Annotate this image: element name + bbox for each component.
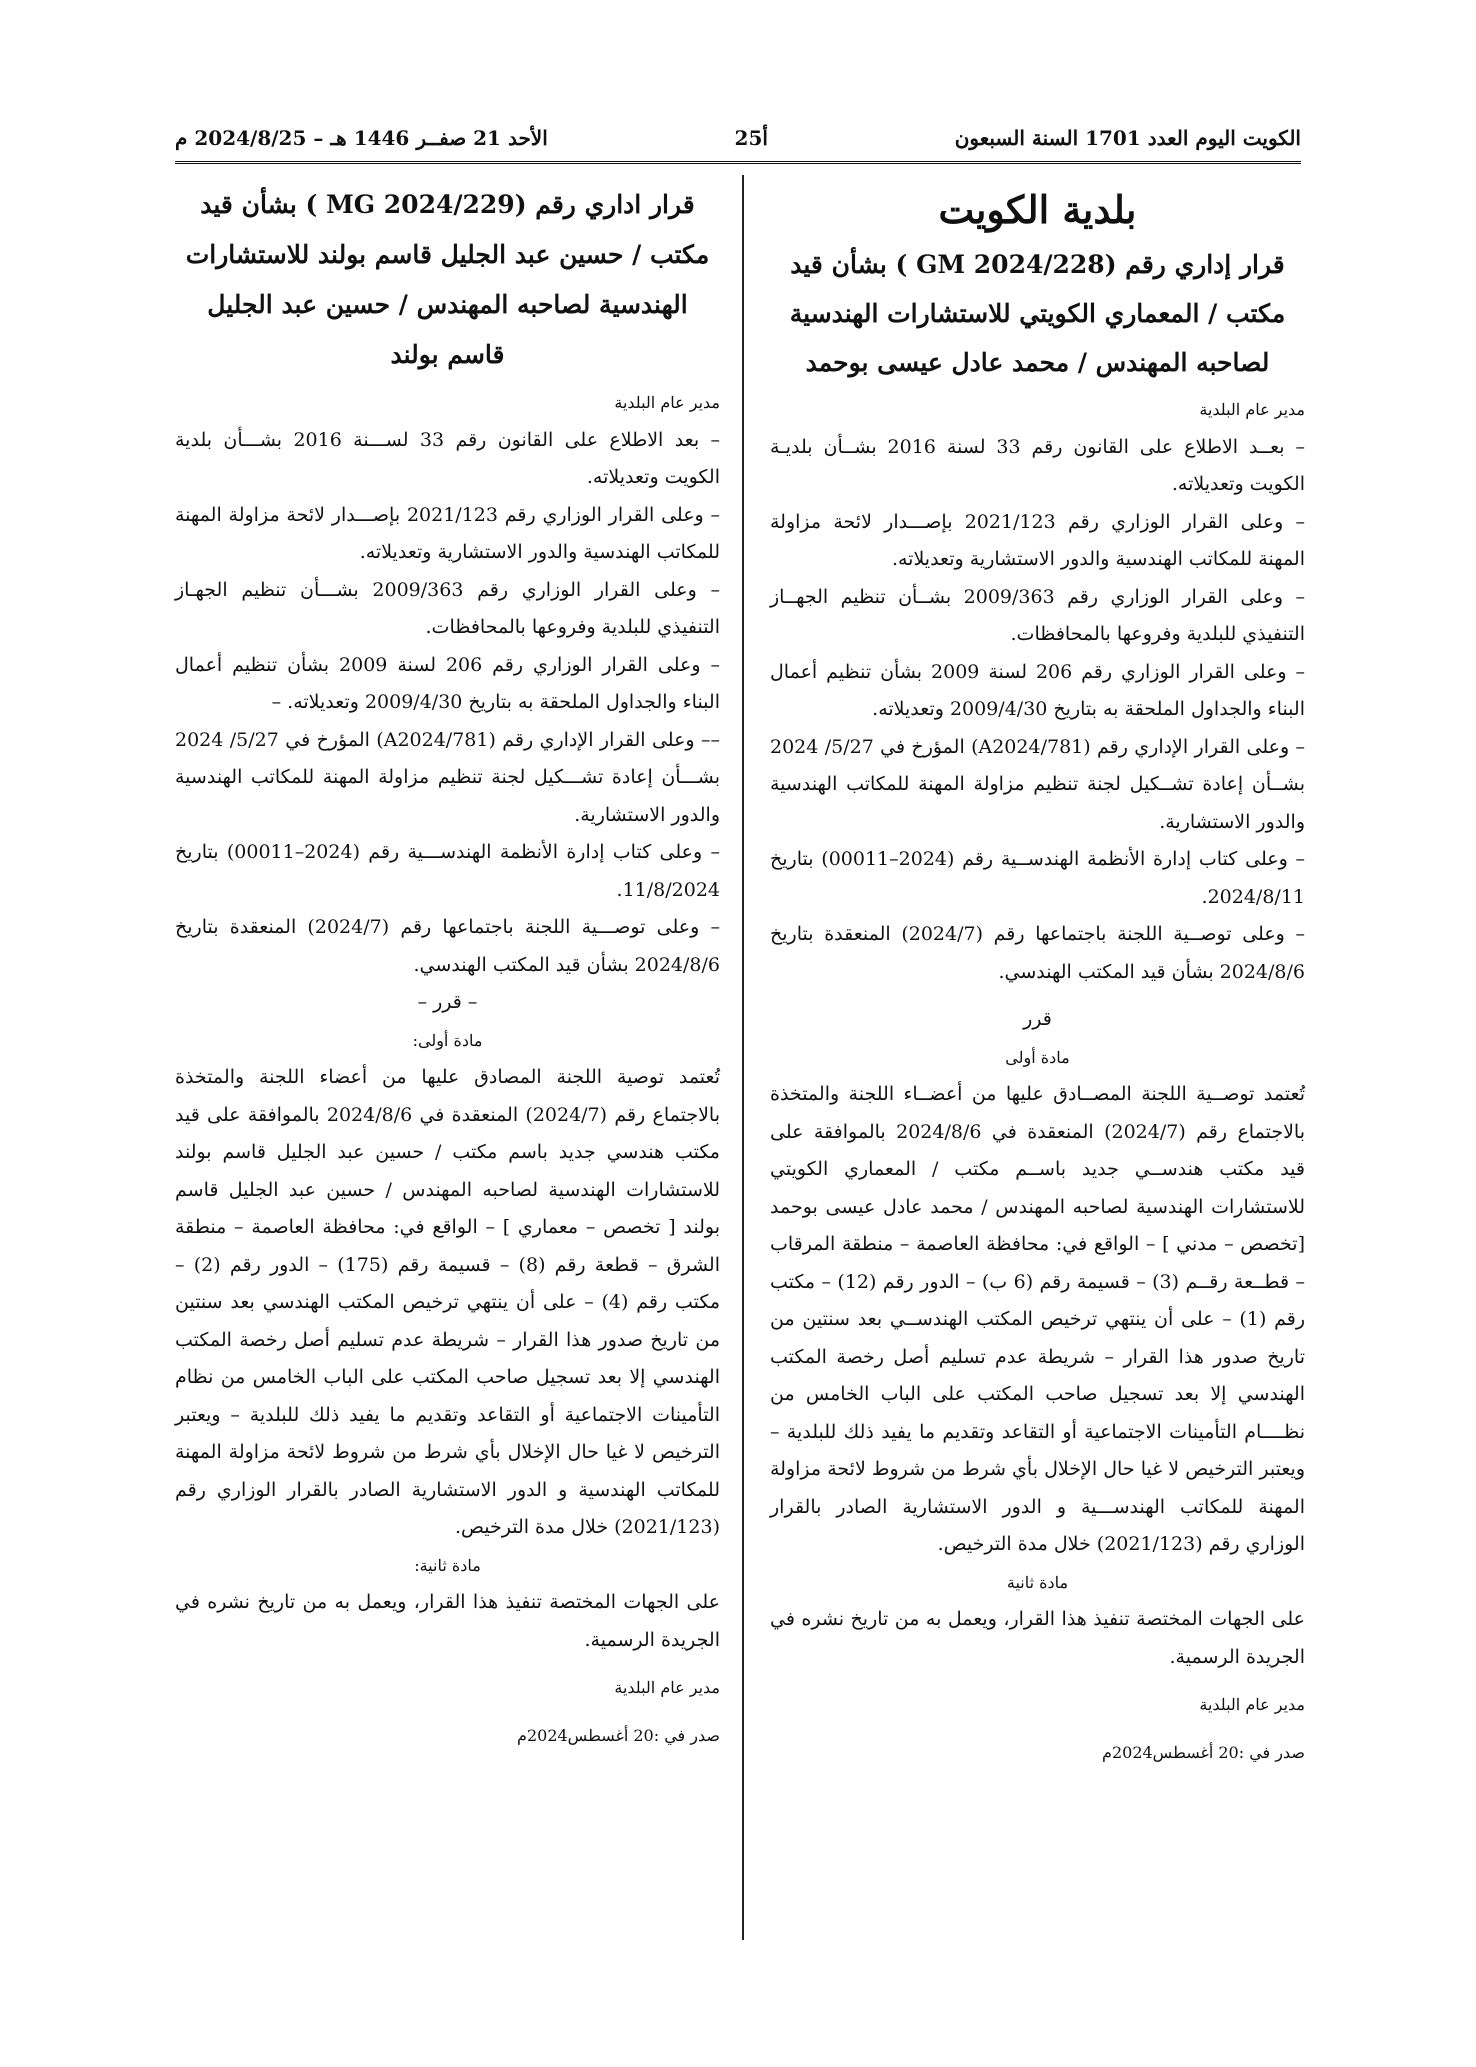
article2-text: على الجهات المختصة تنفيذ هذا القرار، ويعمل به من تاريخ نشره في الجريدة الرسمية. xyxy=(175,1591,720,1651)
clause: –– وعلى القرار الإداري رقم (A2024/781) المؤرخ في 5/27/ 2024 بشـــأن إعادة تشـــكيل لجنة تنظيم مزاولة المهنة للمكاتب الهندسية والدور الاستشارية. xyxy=(175,728,720,826)
clause: – وعلى كتاب إدارة الأنظمة الهندســـية رقم (2024–00011) بتاريخ 11/8/2024. xyxy=(175,841,720,901)
header-page-number: أ25 xyxy=(734,126,768,150)
clause: – وعلى القرار الإداري رقم (A2024/781) المؤرخ في 5/27/ 2024 بشــأن إعادة تشــكيل لجنة تنظيم مزاولة المهنة للمكاتب الهندسية والدور الاستشارية. xyxy=(770,735,1305,833)
clause: – وعلى القرار الوزاري رقم 206 لسنة 2009 بشأن تنظيم أعمال البناء والجداول الملحقة به بتاريخ 2009/4/30 وتعديلاته. – xyxy=(175,653,720,713)
issue-date: صدر في :20 أغسطس2024م xyxy=(517,1725,720,1745)
clause: – وعلى القرار الوزاري رقم 2009/363 بشـــأن تنظيم الجهـاز التنفيذي للبلدية وفروعها بالمحافظات. xyxy=(175,578,720,638)
article2-text: على الجهات المختصة تنفيذ هذا القرار، ويعمل به من تاريخ نشره في الجريدة الرسمية. xyxy=(770,1608,1305,1668)
clause: – وعلى القرار الوزاري رقم 2009/363 بشــأن تنظيم الجهــاز التنفيذي للبلدية وفروعها بالمحافظات. xyxy=(770,585,1305,645)
header-rule xyxy=(175,161,1301,164)
decided-label: قرر xyxy=(1023,1008,1052,1030)
signature: مدير عام البلدية xyxy=(614,1678,720,1697)
article2-title: مادة ثانية xyxy=(1006,1572,1069,1592)
right-column xyxy=(770,180,1305,1771)
issue-date: صدر في :20 أغسطس2024م xyxy=(1102,1742,1305,1762)
decree-title: قرار إداري رقم (GM 2024/228 ) بشأن قيد مكتب / المعماري الكويتي للاستشارات الهندسية لصاحبه المهندس / محمد عادل عيسى بوحمد xyxy=(789,250,1286,377)
signature: مدير عام البلدية xyxy=(1199,1695,1305,1714)
article2-title: مادة ثانية: xyxy=(414,1555,481,1575)
column-divider xyxy=(742,175,744,1940)
clause: – بعــد الاطلاع على القانون رقم 33 لسنة 2016 بشــأن بلديـة الكويت وتعديلاته. xyxy=(770,435,1305,495)
issuer-label: مدير عام البلدية xyxy=(614,393,720,412)
issuer-label: مدير عام البلدية xyxy=(1199,400,1305,419)
clause: – وعلى القرار الوزاري رقم 206 لسنة 2009 بشأن تنظيم أعمال البناء والجداول الملحقة به بتاريخ 2009/4/30 وتعديلاته. xyxy=(770,660,1305,720)
header-issue: الكويت اليوم العدد 1701 السنة السبعون xyxy=(954,126,1301,150)
decided-label: – قرر – xyxy=(417,991,478,1013)
clause: – وعلى القرار الوزاري رقم 2021/123 بإصـــدار لائحة مزاولة المهنة للمكاتب الهندسية والدور الاستشارية وتعديلاته. xyxy=(175,503,721,563)
clause: – وعلى توصــية اللجنة باجتماعها رقم (2024/7) المنعقدة بتاريخ 2024/8/6 بشأن قيد المكتب الهندسي. xyxy=(770,923,1305,983)
clause: – وعلى كتاب إدارة الأنظمة الهندســية رقم (2024–00011) بتاريخ 2024/8/11. xyxy=(770,848,1305,908)
left-column xyxy=(175,180,720,1754)
decree-title: قرار اداري رقم (MG 2024/229 ) بشأن قيد مكتب / حسين عبد الجليل قاسم بولند للاستشارات الهندسية لصاحبه المهندس / حسين عبد الجليل قاسم بولند xyxy=(185,190,710,369)
page-header xyxy=(175,118,1301,158)
article1-text: تُعتمد توصــية اللجنة المصــادق عليها من أعضــاء اللجنة والمتخذة بالاجتماع رقم (2024/7) المنعقدة في 2024/8/6 بالموافقة على قيد مكتب هندســي جديد باســم مكتب / المعماري الكويتي للاستشارات الهندسية لصاحبه المهندس / محمد عادل عيسى بوحمد [تخصص – مدني ] – الواقع في: محافظة العاصمة – منطقة المرقاب – قطــعة رقــم (3) – قسيمة رقم (6 ب) – الدور رقم (12) – مكتب رقم (1) – على أن ينتهي ترخيص المكتب الهندســي بعد سنتين من تاريخ صدور هذا القرار – شريطة عدم تسليم أصل رخصة المكتب الهندسي إلا بعد تسجيل صاحب المكتب على الباب الخامس من نظــــام التأمينات الاجتماعية أو التقاعد وتقديم ما يفيد ذلك للبلدية – ويعتبر الترخيص لا غيا حال الإخلال بأي شرط من شروط لائحة مزاولة المهنة للمكاتب الهندســـية و الدور الاستشارية الصادر بالقرار الوزاري رقم (2021/123) خلال مدة الترخيص. xyxy=(770,1083,1306,1555)
clause: – وعلى توصـــية اللجنة باجتماعها رقم (2024/7) المنعقدة بتاريخ 2024/8/6 بشأن قيد المكتب الهندسي. xyxy=(175,916,720,976)
article1-title: مادة أولى xyxy=(1005,1047,1070,1067)
header-date: الأحد 21 صفــر 1446 هـ – 2024/8/25 م xyxy=(175,126,548,150)
clause: – بعد الاطلاع على القانون رقم 33 لســـنة 2016 بشـــأن بلدية الكويت وتعديلاته. xyxy=(175,428,720,488)
municipality-heading: بلدية الكويت xyxy=(938,187,1137,232)
article1-title: مادة أولى: xyxy=(412,1030,483,1050)
clause: – وعلى القرار الوزاري رقم 2021/123 بإصـــدار لائحة مزاولة المهنة للمكاتب الهندسية والدور الاستشارية وتعديلاته. xyxy=(770,510,1305,570)
article1-text: تُعتمد توصية اللجنة المصادق عليها من أعضاء اللجنة والمتخذة بالاجتماع رقم (2024/7) المنعقدة في 2024/8/6 بالموافقة على قيد مكتب هندسي جديد باسم مكتب / حسين عبد الجليل قاسم بولند للاستشارات الهندسية لصاحبه المهندس / حسين عبد الجليل قاسم بولند [ تخصص – معماري ] – الواقع في: محافظة العاصمة – منطقة الشرق – قطعة رقم (8) – قسيمة رقم (175) – الدور رقم (2) – مكتب رقم (4) – على أن ينتهي ترخيص المكتب الهندسي بعد سنتين من تاريخ صدور هذا القرار – شريطة عدم تسليم أصل رخصة المكتب الهندسي إلا بعد تسجيل صاحب المكتب على الباب الخامس من نظام التأمينات الاجتماعية أو التقاعد وتقديم ما يفيد ذلك للبلدية – ويعتبر الترخيص لا غيا حال الإخلال بأي شرط من شروط لائحة مزاولة المهنة للمكاتب الهندسية و الدور الاستشارية الصادر بالقرار الوزاري رقم (2021/123) خلال مدة الترخيص. xyxy=(175,1066,720,1538)
